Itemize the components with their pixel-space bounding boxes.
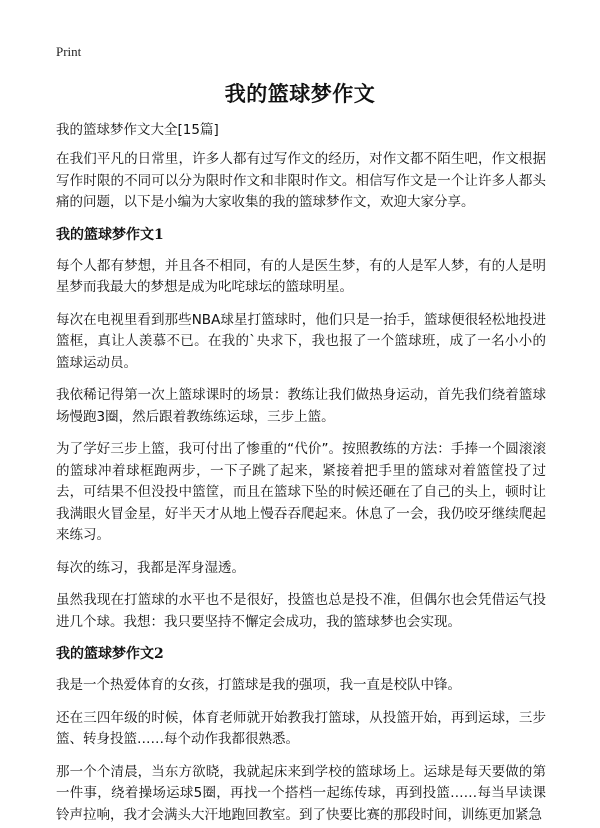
section-1 — [56, 225, 546, 634]
paragraph: 我依稀记得第一次上篮球课时的场景：教练让我们做热身运动，首先我们绕着篮球场慢跑3圈，然后跟着教练练运球，三步上篮。 — [56, 387, 546, 425]
paragraph: 还在三四年级的时候，体育老师就开始教我打篮球，从投篮开始，再到运球，三步篮、转身投篮……每个动作我都很熟悉。 — [56, 709, 546, 747]
article-subtitle: 我的篮球梦作文大全[15篇] — [56, 122, 219, 138]
paragraph: 我是一个热爱体育的女孩，打篮球是我的强项，我一直是校队中锋。 — [56, 677, 461, 693]
section-2 — [56, 644, 546, 826]
paragraph: 为了学好三步上篮，我可付出了惨重的“代价”。按照教练的方法：手捧一个圆滚滚的篮球冲着球框跑两步，一下子跳了起来，紧接着把手里的篮球对着篮筐投了过去，可结果不但没投中篮筐，而且在篮球下坠的时候还砸在了自己的头上，顿时让我满眼火冒金星，好半天才从地上慢吞吞爬起来。休息了一会，我仍咬牙继续爬起来练习。 — [56, 441, 546, 543]
paragraph: 每次在电视里看到那些NBA球星打篮球时，他们只是一抬手，篮球便很轻松地投进篮框，真让人羡慕不已。在我的`央求下，我也报了一个篮球班，成了一名小小的篮球运动员。 — [56, 311, 546, 371]
paragraph: 那一个个清晨，当东方欲晓，我就起床来到学校的篮球场上。运球是每天要做的第一件事，绕着操场运球5圈，再找一个搭档一起练传球，再到投篮……每当早读课铃声拉响，我才会满头大汗地跑回教室。到了快要比赛的那段时间，训练更加紧急 — [56, 763, 546, 823]
print-label[interactable]: Print — [56, 44, 82, 59]
paragraph: 每个人都有梦想，并且各不相同，有的人是医生梦，有的人是军人梦，有的人是明星梦而我最大的梦想是成为叱咤球坛的篮球明星。 — [56, 257, 546, 295]
page-title: 我的篮球梦作文 — [224, 82, 376, 106]
paragraph: 每次的练习，我都是浑身湿透。 — [56, 559, 245, 576]
intro-paragraph: 在我们平凡的日常里，许多人都有过写作文的经历，对作文都不陌生吧，作文根据写作时限的不同可以分为限时作文和非限时作文。相信写作文是一个让许多人都头痛的问题，以下是小编为大家收集的我的篮球梦作文，欢迎大家分享。 — [56, 151, 546, 210]
section-heading: 我的篮球梦作文1 — [56, 226, 164, 243]
paragraph: 虽然我现在打篮球的水平也不是很好，投篮也总是投不准，但偶尔也会凭借运气投进几个球。我想：我只要坚持不懈定会成功，我的篮球梦也会实现。 — [56, 592, 546, 630]
article-body — [56, 121, 546, 828]
section-heading: 我的篮球梦作文2 — [56, 646, 164, 662]
